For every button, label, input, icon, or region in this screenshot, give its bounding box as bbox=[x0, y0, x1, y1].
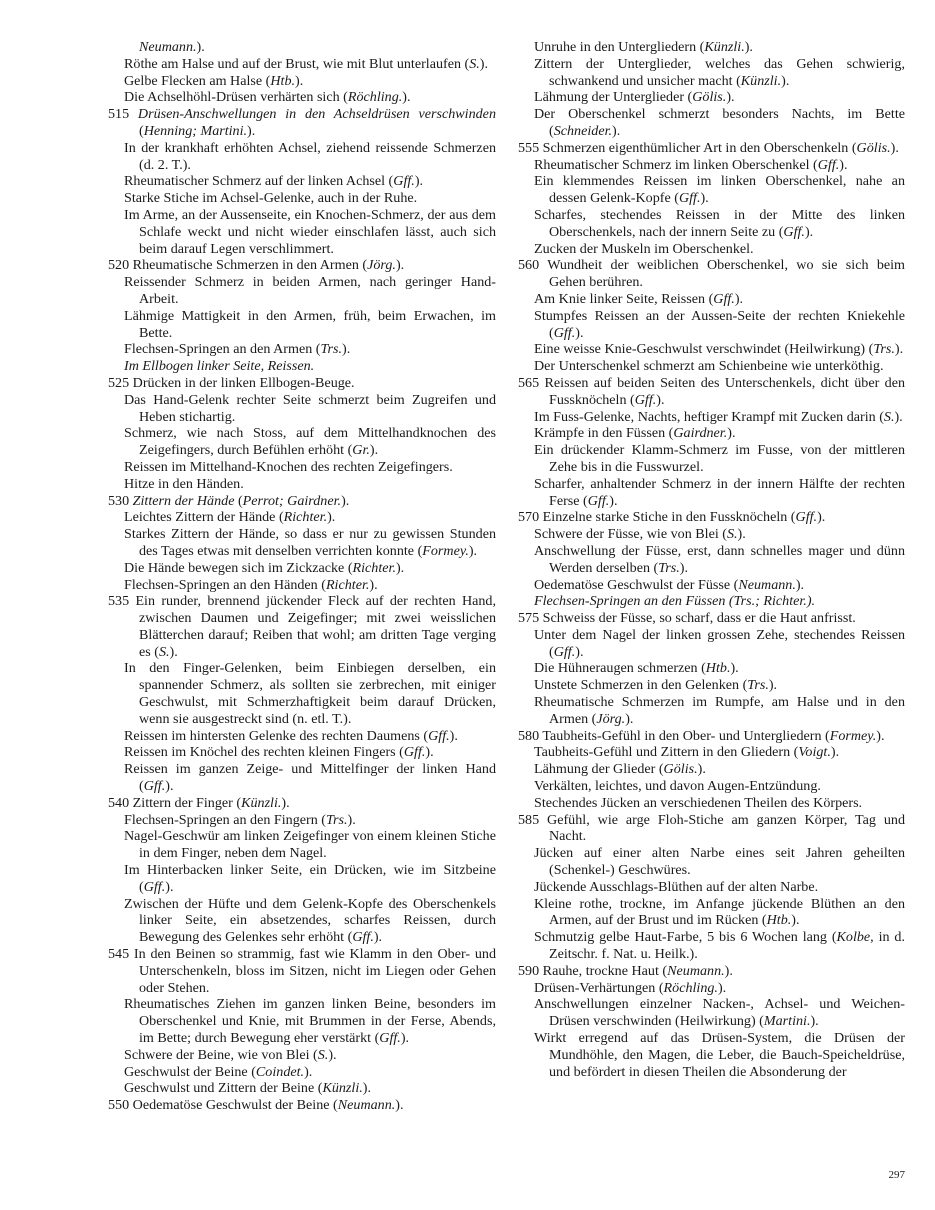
entry-text: Rheumatischer Schmerz im linken Oberschenkel ( bbox=[534, 156, 818, 173]
entry-text: Der Unterschenkel schmerzt am Schienbeine wie unterköthig. bbox=[534, 358, 884, 375]
entry-text: Hitze in den Händen. bbox=[124, 475, 244, 492]
italic-text: Trs. bbox=[658, 559, 680, 576]
entry-text: Wirkt erregend auf das Drüsen-System, die Drüsen der Mundhöhle, den Magen, die Leber, die Bauch-Speicheldrüse, und befördert in diesen Theilen die Absonderung der bbox=[534, 1030, 905, 1080]
entry-text: Scharfes, stechendes Reissen in der Mitte des linken Oberschenkels, nach der innern Seite zu ( bbox=[534, 206, 905, 240]
italic-text: Neumann. bbox=[738, 576, 796, 593]
italic-text: Künzli. bbox=[322, 1080, 363, 1097]
italic-text: Gff. bbox=[713, 290, 735, 307]
entry-text: In der krankhaft erhöhten Achsel, ziehend reissende Schmerzen (d. 2. T.). bbox=[124, 139, 496, 173]
entry-text: ). bbox=[839, 156, 848, 173]
italic-text: Gff. bbox=[678, 190, 701, 207]
entry-text: Starkes Zittern der Hände, so dass er nur zu gewissen Stunden des Tages etwas mit denselben verrichten konnte ( bbox=[124, 526, 496, 559]
entry-text: ). bbox=[768, 677, 778, 694]
italic-text: S. bbox=[883, 408, 895, 425]
entry-text: ). bbox=[791, 912, 800, 929]
symptom-entry bbox=[519, 812, 905, 846]
symptom-entry bbox=[519, 207, 905, 241]
symptom-entry bbox=[109, 425, 496, 459]
italic-text: Gff. bbox=[587, 492, 610, 509]
entry-text: Anschwellung der Füsse, erst, dann schnelles mager und dünn Werden derselben ( bbox=[534, 542, 905, 576]
symptom-entry bbox=[519, 509, 905, 526]
italic-text: Gff. bbox=[553, 324, 576, 341]
italic-text: Jörg. bbox=[367, 257, 396, 274]
italic-text: Coindet. bbox=[255, 1063, 305, 1080]
entry-text: Reissender Schmerz in beiden Armen, nach geringer Hand-Arbeit. bbox=[124, 274, 496, 307]
italic-text: Gff. bbox=[379, 1030, 401, 1047]
symptom-entry bbox=[109, 761, 496, 795]
symptom-entry bbox=[109, 560, 496, 577]
symptom-entry bbox=[109, 358, 496, 375]
symptom-entry bbox=[519, 627, 905, 661]
symptom-entry bbox=[109, 896, 496, 946]
symptom-entry bbox=[109, 862, 496, 896]
entry-text: ( bbox=[234, 492, 243, 509]
entry-text: ). bbox=[295, 72, 304, 89]
symptom-entry bbox=[519, 157, 905, 174]
entry-text: ). bbox=[425, 744, 434, 761]
entry-text: in d. Zeitschr. f. Nat. u. Heilk.). bbox=[549, 929, 905, 963]
entry-text: 565 Reissen auf beiden Seiten des Unterschenkels, dicht über den Fussknöcheln ( bbox=[518, 374, 905, 408]
symptom-entry bbox=[519, 896, 905, 930]
italic-text: S. bbox=[469, 55, 480, 72]
entry-text: Unstete Schmerzen in den Gelenken ( bbox=[534, 677, 748, 694]
symptom-entry bbox=[109, 140, 496, 174]
italic-text: Trs. bbox=[747, 677, 769, 694]
italic-text: Zittern der Hände bbox=[132, 492, 235, 509]
symptom-entry bbox=[109, 593, 496, 660]
entry-text: Lähmige Mattigkeit in den Armen, früh, beim Erwachen, im Bette. bbox=[124, 307, 496, 341]
entry-text: Anschwellungen einzelner Nacken-, Achsel- und Weichen-Drüsen verschwinden (Heilwirkung) ( bbox=[534, 996, 905, 1030]
entry-text: Unruhe in den Untergliedern ( bbox=[534, 39, 705, 55]
entry-text: ). bbox=[717, 979, 727, 996]
italic-text: Gairdner. bbox=[673, 425, 728, 442]
symptom-entry bbox=[519, 795, 905, 812]
entry-text: ). bbox=[625, 710, 634, 727]
symptom-entry bbox=[519, 1030, 905, 1080]
symptom-entry bbox=[109, 812, 496, 829]
entry-text: ). bbox=[165, 878, 174, 895]
entry-text: 535 Ein runder, brennend jückender Fleck auf der rechten Hand, zwischen Daumen und Zeigefinger; mit zwei weisslichen Blätterchen darauf; Reiben that wohl; am dritten Tage verging es ( bbox=[108, 593, 496, 660]
entry-text: Kleine rothe, trockne, im Anfange jückende Blüthen an den Armen, auf der Brust und im Rücken ( bbox=[534, 895, 905, 929]
entry-text: Rheumatischer Schmerz auf der linken Achsel ( bbox=[124, 173, 394, 190]
entry-text: Nagel-Geschwür am linken Zeigefinger von einem kleinen Stiche in dem Finger, neben dem Nagel. bbox=[124, 828, 496, 862]
entry-text: ). bbox=[347, 811, 356, 828]
symptom-entry bbox=[519, 425, 905, 442]
entry-text: Schwere der Füsse, wie von Blei ( bbox=[534, 526, 727, 543]
symptom-entry bbox=[519, 660, 905, 677]
entry-text: Zittern der Unterglieder, welches das Gehen schwierig, schwankend und unsicher macht ( bbox=[534, 55, 905, 89]
entry-text: ). bbox=[817, 509, 826, 526]
entry-text: Zwischen der Hüfte und dem Gelenk-Kopfe des Oberschenkels linker Seite, ein absetzendes, scharfes Reissen, durch Bewegung des Gelenkes sehr erhöht ( bbox=[124, 895, 496, 946]
italic-text: Trs. bbox=[873, 341, 895, 358]
entry-text: ). bbox=[328, 1046, 337, 1063]
symptom-entry bbox=[109, 308, 496, 342]
entry-text: ). bbox=[281, 794, 290, 811]
entry-text: Geschwulst und Zittern der Beine ( bbox=[124, 1080, 323, 1097]
entry-text: Scharfer, anhaltender Schmerz in der innern Hälfte der rechten Ferse ( bbox=[534, 475, 905, 509]
italic-text: S. bbox=[317, 1046, 329, 1063]
symptom-entry bbox=[109, 207, 496, 257]
symptom-entry bbox=[519, 845, 905, 879]
entry-text: Reissen im Knöchel des rechten kleinen Fingers ( bbox=[124, 744, 404, 761]
symptom-entry bbox=[519, 173, 905, 207]
entry-text: ). bbox=[894, 408, 903, 425]
entry-text: Im Hinterbacken linker Seite, ein Drücken, wie im Sitzbeine ( bbox=[124, 862, 496, 895]
italic-text: Jörg. bbox=[596, 710, 626, 727]
symptom-entry bbox=[109, 73, 496, 90]
page-number: 297 bbox=[888, 1169, 905, 1181]
symptom-entry bbox=[519, 610, 905, 627]
entry-text: Die Hühneraugen schmerzen ( bbox=[534, 660, 706, 677]
italic-text: Künzli. bbox=[740, 72, 782, 89]
entry-text: Verkälten, leichtes, und davon Augen-Entzündung. bbox=[534, 778, 821, 795]
entry-text: Im Fuss-Gelenke, Nachts, heftiger Krampf mit Zucken darin ( bbox=[534, 408, 884, 425]
entry-text: 520 Rheumatische Schmerzen in den Armen ( bbox=[108, 257, 368, 274]
italic-text: Röchling. bbox=[663, 979, 718, 996]
entry-text: ). bbox=[373, 929, 383, 946]
entry-text: ). bbox=[737, 526, 746, 543]
symptom-entry bbox=[519, 89, 905, 106]
italic-text: S. bbox=[726, 526, 738, 543]
entry-text: 540 Zittern der Finger ( bbox=[108, 794, 242, 811]
entry-text: Jücken auf einer alten Narbe eines seit Jahren geheilten (Schenkel-) Geschwüres. bbox=[534, 845, 905, 879]
italic-text: Künzli. bbox=[241, 794, 282, 811]
entry-text: ). bbox=[400, 1030, 410, 1047]
entry-text: ). bbox=[395, 559, 405, 576]
entry-text: ). bbox=[395, 1097, 404, 1114]
entry-text: Ein drückender Klamm-Schmerz im Fusse, von der mittleren Zehe bis in die Fusswurzel. bbox=[534, 442, 905, 475]
entry-text: ). bbox=[304, 1063, 313, 1080]
entry-text: ( bbox=[139, 122, 144, 139]
entry-text: Unter dem Nagel der linken grossen Zehe, stechendes Reissen ( bbox=[534, 626, 905, 660]
entry-text: Rheumatische Schmerzen im Rumpfe, am Halse und in den Armen ( bbox=[534, 694, 905, 727]
symptom-entry bbox=[109, 89, 496, 106]
entry-text: ). bbox=[395, 257, 405, 274]
symptom-entry bbox=[109, 392, 496, 426]
entry-text: ). bbox=[362, 1080, 371, 1097]
symptom-entry bbox=[109, 173, 496, 190]
symptom-entry bbox=[519, 308, 905, 342]
symptom-entry bbox=[519, 341, 905, 358]
italic-text: Gff. bbox=[143, 878, 166, 895]
italic-text: Gr. bbox=[352, 442, 370, 459]
entry-text: Schwere der Beine, wie von Blei ( bbox=[124, 1046, 318, 1063]
left-column bbox=[109, 39, 496, 1114]
entry-text: ). bbox=[479, 55, 489, 72]
symptom-entry bbox=[519, 929, 905, 963]
symptom-entry bbox=[519, 728, 905, 745]
italic-text: Gff. bbox=[817, 156, 840, 173]
entry-text: Flechsen-Springen an den Händen ( bbox=[124, 576, 326, 593]
entry-text: ). bbox=[804, 223, 814, 240]
symptom-entry bbox=[519, 241, 905, 258]
italic-text: Neumann. bbox=[139, 39, 197, 55]
entry-text: Stumpfes Reissen an der Aussen-Seite der rechten Kniekehle ( bbox=[534, 307, 905, 341]
symptom-entry bbox=[109, 1047, 496, 1064]
italic-text: Formey. bbox=[422, 542, 469, 559]
symptom-entry bbox=[109, 39, 496, 56]
entry-text: ). bbox=[612, 122, 621, 139]
entry-text: ). bbox=[609, 492, 618, 509]
entry-text: ). bbox=[724, 962, 733, 979]
italic-text: Gff. bbox=[783, 223, 805, 240]
entry-text: Flechsen-Springen an den Armen ( bbox=[124, 341, 321, 358]
entry-text: 515 bbox=[108, 106, 138, 123]
entry-text: ). bbox=[734, 290, 744, 307]
entry-text: 590 Rauhe, trockne Haut ( bbox=[518, 962, 668, 979]
italic-text: Gff. bbox=[393, 173, 415, 190]
symptom-entry bbox=[109, 56, 496, 73]
italic-text: Perrot; Gairdner. bbox=[242, 492, 342, 509]
italic-text: Neumann. bbox=[337, 1097, 396, 1114]
entry-text: Ein klemmendes Reissen im linken Oberschenkel, nahe an dessen Gelenk-Kopfe ( bbox=[534, 173, 905, 207]
italic-text: Gff. bbox=[428, 727, 450, 744]
entry-text: 530 bbox=[108, 492, 133, 509]
entry-text: ). bbox=[369, 576, 378, 593]
entry-text: Geschwulst der Beine ( bbox=[124, 1063, 256, 1080]
entry-text: ). bbox=[810, 1013, 819, 1030]
entry-text: ). bbox=[656, 391, 665, 408]
entry-text: Im Arme, an der Aussenseite, ein Knochen-Schmerz, der aus dem Schlafe weckt und nicht wieder einschlafen lässt, auch sich beim darauf Legen verschlimmert. bbox=[124, 206, 496, 257]
entry-text: Drüsen-Verhärtungen ( bbox=[534, 979, 664, 996]
entry-text: Flechsen-Springen an den Fingern ( bbox=[124, 811, 326, 828]
entry-text: Lähmung der Glieder ( bbox=[534, 761, 664, 778]
symptom-entry bbox=[519, 593, 905, 610]
italic-text: Trs. bbox=[320, 341, 343, 358]
symptom-entry bbox=[109, 728, 496, 745]
italic-text: Richter. bbox=[325, 576, 370, 593]
italic-text: Gölis. bbox=[663, 761, 698, 778]
entry-text: Röthe am Halse und auf der Brust, wie mit Blut unterlaufen ( bbox=[124, 55, 470, 72]
italic-text: Flechsen-Springen an den Füssen (Trs.; Richter.). bbox=[534, 593, 816, 610]
entry-text: ). bbox=[744, 39, 753, 55]
entry-text: Schmerz, wie nach Stoss, auf dem Mittelhandknochen des Zeigefingers, durch Befühlen erhöht ( bbox=[124, 425, 496, 459]
symptom-entry bbox=[519, 442, 905, 476]
italic-text: Röchling. bbox=[347, 89, 403, 106]
italic-text: Künzli. bbox=[704, 39, 745, 55]
italic-text: Gff. bbox=[795, 509, 818, 526]
entry-text: ). bbox=[575, 324, 584, 341]
entry-text: 575 Schweiss der Füsse, so scharf, dass er die Haut anfrisst. bbox=[518, 610, 856, 627]
entry-text: ). bbox=[247, 122, 256, 139]
italic-text: Trs. bbox=[325, 811, 348, 828]
italic-text: Gff. bbox=[352, 929, 374, 946]
entry-text: Schmutzig gelbe Haut-Farbe, 5 bis 6 Wochen lang ( bbox=[534, 929, 837, 946]
symptom-entry bbox=[109, 744, 496, 761]
italic-text: Gff. bbox=[634, 391, 657, 408]
symptom-entry bbox=[519, 543, 905, 577]
symptom-entry bbox=[109, 509, 496, 526]
entry-text: Die Hände bewegen sich im Zickzacke ( bbox=[124, 559, 353, 576]
symptom-entry bbox=[519, 744, 905, 761]
entry-text: Zucken der Muskeln im Oberschenkel. bbox=[534, 240, 754, 257]
entry-text: In den Finger-Gelenken, beim Einbiegen derselben, ein spannender Schmerz, als sollten sie zerbrechen, mit einiger Geschwulst, mit Schmerzhaftigkeit beim darauf Drücken, wenn sie ausgestreckt sind (n. etl. T.). bbox=[124, 660, 496, 727]
entry-text: 560 Wundheit der weiblichen Oberschenkel, wo sie sich beim Gehen berühren. bbox=[518, 257, 905, 291]
entry-text: ). bbox=[327, 509, 336, 526]
italic-text: Gölis. bbox=[692, 89, 727, 106]
entry-text: ). bbox=[342, 341, 351, 358]
entry-text: Reissen im Mittelhand-Knochen des rechten Zeigefingers. bbox=[124, 458, 453, 475]
italic-text: Im Ellbogen linker Seite, Reissen. bbox=[124, 358, 315, 375]
entry-text: 555 Schmerzen eigenthümlicher Art in den Oberschenkeln ( bbox=[518, 139, 857, 156]
entry-text: ). bbox=[697, 761, 706, 778]
symptom-entry bbox=[109, 1097, 496, 1114]
entry-text: ). bbox=[169, 643, 178, 660]
entry-text: Der Oberschenkel schmerzt besonders Nachts, im Bette ( bbox=[534, 106, 905, 139]
symptom-entry bbox=[519, 879, 905, 896]
italic-text: Drüsen-Anschwellungen in den Achseldrüsen verschwinden bbox=[137, 106, 496, 123]
italic-text: Voigt. bbox=[798, 744, 831, 761]
symptom-entry bbox=[519, 39, 905, 56]
entry-text: ). bbox=[468, 542, 478, 559]
entry-text: ). bbox=[575, 643, 584, 660]
symptom-entry bbox=[109, 375, 496, 392]
entry-text: ). bbox=[730, 660, 739, 677]
entry-text: Leichtes Zittern der Hände ( bbox=[124, 509, 284, 526]
symptom-entry bbox=[519, 577, 905, 594]
symptom-entry bbox=[109, 257, 496, 274]
right-column bbox=[519, 39, 905, 1080]
italic-text: Gff. bbox=[553, 643, 576, 660]
symptom-entry bbox=[109, 996, 496, 1046]
italic-text: Henning; Martini. bbox=[143, 122, 248, 139]
symptom-entry bbox=[519, 778, 905, 795]
entry-text: ). bbox=[876, 727, 885, 744]
symptom-entry bbox=[519, 140, 905, 157]
entry-text: ). bbox=[414, 173, 424, 190]
entry-text: ). bbox=[781, 72, 790, 89]
entry-text: Gelbe Flecken am Halse ( bbox=[124, 72, 271, 89]
entry-text: ). bbox=[402, 89, 411, 106]
symptom-entry bbox=[519, 375, 905, 409]
entry-text: ). bbox=[196, 39, 205, 55]
italic-text: Htb. bbox=[766, 912, 792, 929]
symptom-entry bbox=[109, 795, 496, 812]
entry-text: 585 Gefühl, wie arge Floh-Stiche am ganzen Körper, Tag und Nacht. bbox=[518, 811, 905, 845]
italic-text: Schneider. bbox=[553, 122, 613, 139]
italic-text: Htb. bbox=[270, 72, 296, 89]
entry-text: ). bbox=[727, 425, 736, 442]
symptom-entry bbox=[109, 1064, 496, 1081]
entry-text: Stechendes Jücken an verschiedenen Theilen des Körpers. bbox=[534, 794, 863, 811]
symptom-entry bbox=[519, 476, 905, 510]
entry-text: ). bbox=[449, 727, 458, 744]
entry-text: 525 Drücken in der linken Ellbogen-Beuge. bbox=[108, 374, 355, 391]
symptom-entry bbox=[519, 257, 905, 291]
italic-text: Richter. bbox=[352, 559, 396, 576]
italic-text: Kolbe, bbox=[836, 929, 874, 946]
symptom-entry bbox=[109, 660, 496, 727]
symptom-entry bbox=[519, 56, 905, 90]
symptom-entry bbox=[519, 291, 905, 308]
entry-text: Rheumatisches Ziehen im ganzen linken Beine, besonders im Oberschenkel und Knie, mit Brummen in der Ferse, Abends, im Bette; durch Bewegung eher verstärkt ( bbox=[124, 996, 496, 1047]
symptom-entry bbox=[519, 526, 905, 543]
italic-text: Richter. bbox=[283, 509, 328, 526]
entry-text: Reissen im hintersten Gelenke des rechten Daumens ( bbox=[124, 727, 429, 744]
italic-text: Formey. bbox=[829, 727, 877, 744]
symptom-entry bbox=[519, 694, 905, 728]
entry-text: 550 Oedematöse Geschwulst der Beine ( bbox=[108, 1097, 338, 1114]
entry-text: Eine weisse Knie-Geschwulst verschwindet (Heilwirkung) ( bbox=[534, 341, 874, 358]
italic-text: Gff. bbox=[143, 778, 166, 795]
entry-text: Die Achselhöhl-Drüsen verhärten sich ( bbox=[124, 89, 348, 106]
symptom-entry bbox=[109, 476, 496, 493]
italic-text: S. bbox=[158, 643, 170, 660]
entry-text: Reissen im ganzen Zeige- und Mittelfinger der linken Hand ( bbox=[124, 761, 496, 795]
symptom-entry bbox=[519, 358, 905, 375]
symptom-entry bbox=[109, 459, 496, 476]
entry-text: 580 Taubheits-Gefühl in den Ober- und Untergliedern ( bbox=[518, 727, 830, 744]
italic-text: Neumann. bbox=[667, 962, 725, 979]
symptom-entry bbox=[519, 963, 905, 980]
symptom-entry bbox=[109, 341, 496, 358]
italic-text: Htb. bbox=[705, 660, 731, 677]
entry-text: Oedematöse Geschwulst der Füsse ( bbox=[534, 576, 739, 593]
symptom-entry bbox=[109, 577, 496, 594]
entry-text: Jückende Ausschlags-Blüthen auf der alten Narbe. bbox=[534, 878, 819, 895]
italic-text: Gff. bbox=[403, 744, 426, 761]
entry-text: ). bbox=[700, 190, 709, 207]
symptom-entry bbox=[519, 106, 905, 140]
entry-text: ). bbox=[830, 744, 840, 761]
symptom-entry bbox=[109, 106, 496, 140]
symptom-entry bbox=[519, 996, 905, 1030]
symptom-entry bbox=[519, 677, 905, 694]
symptom-entry bbox=[109, 190, 496, 207]
symptom-entry bbox=[109, 828, 496, 862]
entry-text: ). bbox=[341, 492, 350, 509]
entry-text: ). bbox=[726, 89, 735, 106]
entry-text: 570 Einzelne starke Stiche in den Fussknöcheln ( bbox=[518, 509, 796, 526]
entry-text: Krämpfe in den Füssen ( bbox=[534, 425, 674, 442]
symptom-entry bbox=[109, 493, 496, 510]
entry-text: ). bbox=[890, 139, 899, 156]
entry-text: Taubheits-Gefühl und Zittern in den Gliedern ( bbox=[534, 744, 799, 761]
entry-text: Am Knie linker Seite, Reissen ( bbox=[534, 290, 714, 307]
entry-text: ). bbox=[795, 576, 805, 593]
entry-text: ). bbox=[679, 559, 688, 576]
entry-text: ). bbox=[894, 341, 904, 358]
entry-text: Starke Stiche im Achsel-Gelenke, auch in der Ruhe. bbox=[124, 190, 418, 207]
symptom-entry bbox=[519, 980, 905, 997]
entry-text: ). bbox=[369, 442, 379, 459]
symptom-entry bbox=[109, 946, 496, 996]
symptom-entry bbox=[109, 274, 496, 308]
symptom-entry bbox=[109, 1080, 496, 1097]
symptom-entry bbox=[519, 761, 905, 778]
entry-text: Das Hand-Gelenk rechter Seite schmerzt beim Zugreifen und Heben stichartig. bbox=[124, 391, 496, 425]
entry-text: 545 In den Beinen so strammig, fast wie Klamm in den Ober- und Unterschenkeln, bloss im Sitzen, nicht im Liegen oder Gehen oder Stehen. bbox=[108, 946, 496, 996]
symptom-entry bbox=[109, 526, 496, 560]
entry-text: ). bbox=[165, 778, 174, 795]
italic-text: Martini. bbox=[763, 1013, 811, 1030]
entry-text: Lähmung der Unterglieder ( bbox=[534, 89, 693, 106]
italic-text: Gölis. bbox=[856, 139, 891, 156]
symptom-entry bbox=[519, 409, 905, 426]
